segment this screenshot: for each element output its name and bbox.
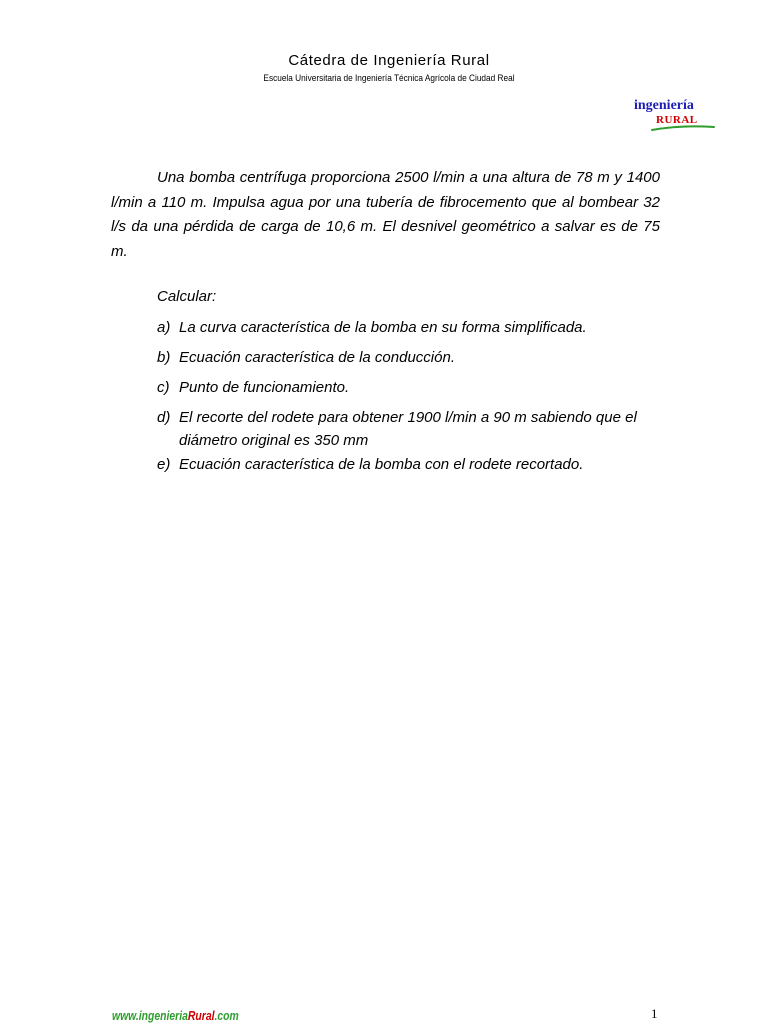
footer-url-rural: Rural (187, 1008, 215, 1023)
calculate-label: Calcular: (157, 288, 217, 305)
header-subtitle: Escuela Universitaria de Ingeniería Técnica Agrícola de Ciudad Real (263, 73, 515, 83)
task-item-a (157, 316, 660, 339)
footer-url-ingenieria: ingenieria (138, 1008, 188, 1023)
task-item-d (157, 406, 660, 452)
footer-url-com: .com (214, 1008, 239, 1023)
task-item-e (157, 453, 660, 476)
problem-statement: Una bomba centrífuga proporciona 2500 l/min a una altura de 78 m y 1400 l/min a 110 m. Impulsa agua por una tubería de fibrocemento que al bombear 32 l/s da una pérdida de carga de 10,6 m. El desnivel geométrico a salvar es de 75 m. (111, 169, 660, 260)
task-letter: c) (157, 378, 170, 396)
logo-swoosh-icon (650, 124, 716, 132)
task-list (157, 316, 660, 476)
task-letter: e) (157, 455, 171, 473)
task-text: El recorte del rodete para obtener 1900 l/min a 90 m sabiendo que el diámetro original es 350 mm (179, 408, 637, 449)
task-text: La curva característica de la bomba en su forma simplificada. (179, 318, 587, 336)
header-title: Cátedra de Ingeniería Rural (288, 52, 490, 69)
task-item-b (157, 346, 660, 369)
page-number: 1 (651, 1006, 658, 1021)
task-letter: b) (157, 348, 171, 366)
task-item-c (157, 376, 660, 399)
logo-bottom-text: RURAL (656, 114, 698, 126)
task-letter: a) (157, 318, 171, 336)
task-letter: d) (157, 408, 171, 426)
task-text: Punto de funcionamiento. (179, 378, 350, 396)
task-text: Ecuación característica de la bomba con el rodete recortado. (179, 455, 584, 473)
footer-website-link[interactable] (112, 1008, 239, 1023)
ingenieria-rural-logo (628, 94, 720, 142)
document-body (111, 166, 660, 476)
task-text: Ecuación característica de la conducción. (179, 348, 455, 366)
footer-url-www: www. (112, 1008, 139, 1023)
logo-top-text: ingeniería (634, 98, 694, 113)
